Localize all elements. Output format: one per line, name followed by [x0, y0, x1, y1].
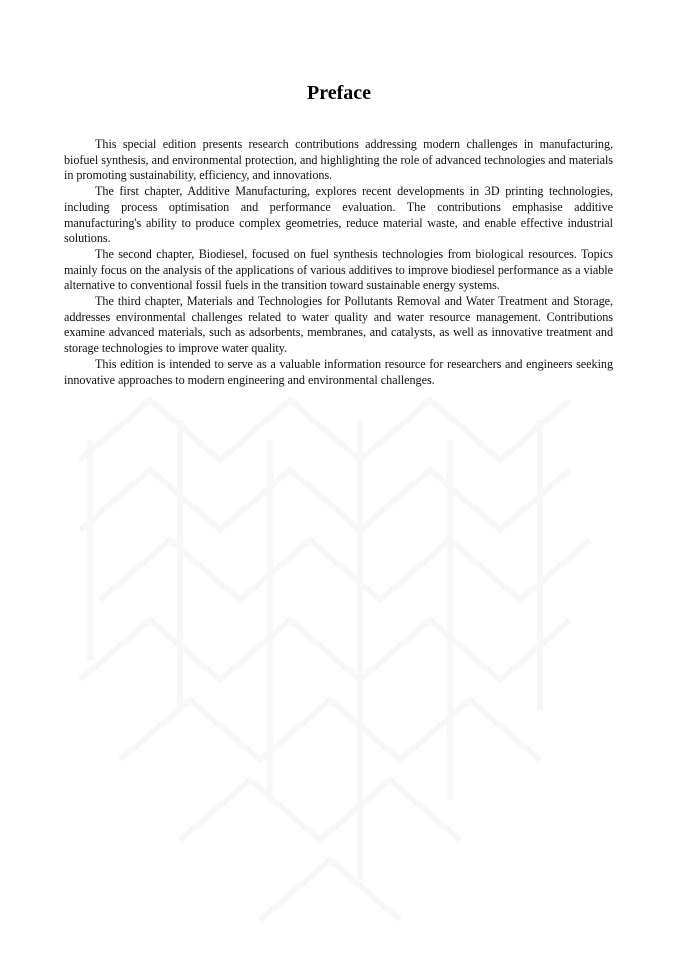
paragraph-closing: This edition is intended to serve as a valuable information resource for researchers and engineers seeking innovative approaches to modern engineering and environmental challenges. — [64, 356, 613, 387]
preface-body — [64, 137, 613, 388]
background-watermark-pattern — [60, 380, 620, 940]
paragraph-chapter-two: The second chapter, Biodiesel, focused on fuel synthesis technologies from biological resources. Topics mainly focus on the analysis of the applications of various additives to improve biodiesel performance as a viable alternative to conventional fossil fuels in the transition toward sustainable energy systems. — [64, 246, 613, 293]
paragraph-chapter-one: The first chapter, Additive Manufacturing, explores recent developments in 3D printing technologies, including process optimisation and performance evaluation. The contributions emphasise additive manufacturing's ability to produce complex geometries, reduce material waste, and enable effective industrial solutions. — [64, 184, 613, 246]
paragraph-chapter-three: The third chapter, Materials and Technologies for Pollutants Removal and Water Treatment and Storage, addresses environmental challenges related to water quality and water resource management. Contributions examine advanced materials, such as adsorbents, membranes, and catalysts, as well as innovative treatment and storage technologies to improve water quality. — [64, 294, 613, 356]
paragraph-intro: This special edition presents research contributions addressing modern challenges in manufacturing, biofuel synthesis, and environmental protection, and highlighting the role of advanced technologies and materials in promoting sustainability, efficiency, and innovations. — [64, 137, 613, 183]
page-title: Preface — [306, 82, 372, 104]
